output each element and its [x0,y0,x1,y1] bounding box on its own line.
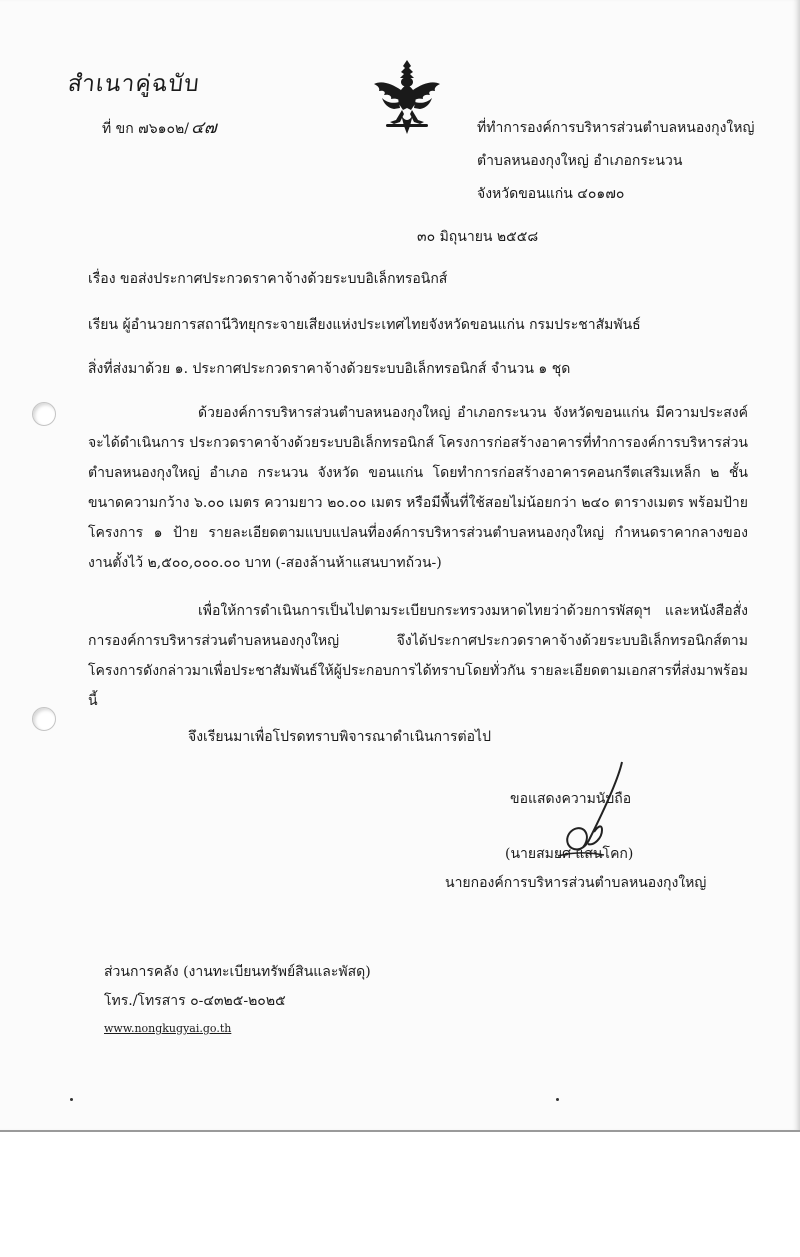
copy-stamp: สำเนาคู่ฉบับ [66,71,202,97]
department-line: ส่วนการคลัง (งานทะเบียนทรัพย์สินและพัสดุ) [104,964,371,980]
reference-number [102,119,217,138]
body-paragraph-2 [88,596,748,716]
regards-line: ขอแสดงความนับถือ [510,791,632,807]
scan-speck [70,1098,73,1101]
body-paragraph-1-text: ด้วยองค์การบริหารส่วนตำบลหนองกุงใหญ่ อำเภอกระนวน จังหวัดขอนแก่น มีความประสงค์จะได้ดำเนินการ ประกวดราคาจ้างด้วยระบบอิเล็กทรอนิกส์ โครงการก่อสร้างอาคารที่ทำการองค์การบริหารส่วนตำบลหนองกุงใหญ่ อำเภอ กระนวน จังหวัด ขอนแก่น โดยทำการก่อสร้างอาคารคอนกรีตเสริมเหล็ก ๒ ชั้น ขนาดความกว้าง ๖.๐๐ เมตร ความยาว ๒๐.๐๐ เมตร หรือมีพื้นที่ใช้สอยไม่น้อยกว่า ๒๔๐ ตารางเมตร พร้อมป้ายโครงการ ๑ ป้าย รายละเอียดตามแบบแปลนที่องค์การบริหารส่วนตำบลหนองกุงใหญ่ กำหนดราคากลางของงานตั้งไว้ ๒,๕๐๐,๐๐๐.๐๐ บาท (-สองล้านห้าแสนบาทถ้วน-) [88,405,748,571]
enclosure-line: สิ่งที่ส่งมาด้วย ๑. ประกาศประกวดราคาจ้างด้วยระบบอิเล็กทรอนิกส์ จำนวน ๑ ชุด [88,361,571,377]
hole-punch-upper [32,402,56,426]
signatory-position: นายกองค์การบริหารส่วนตำบลหนองกุงใหญ่ [445,875,707,891]
hole-punch-lower [32,707,56,731]
subject-line: เรื่อง ขอส่งประกาศประกวดราคาจ้างด้วยระบบอิเล็กทรอนิกส์ [88,271,448,287]
phone-line: โทร./โทรสาร ๐-๔๓๒๕-๒๐๒๕ [104,993,286,1009]
recipient-line: เรียน ผู้อำนวยการสถานีวิทยุกระจายเสียงแห่งประเทศไทยจังหวัดขอนแก่น กรมประชาสัมพันธ์ [88,317,641,333]
reference-label: ที่ ขก ๗๖๑๐๒/ [102,121,189,137]
signatory-name: (นายสมยศ แสนโคก) [505,846,634,862]
body-paragraph-1 [88,398,748,578]
address-line-2: ตำบลหนองกุงใหญ่ อำเภอกระนวน [477,153,683,169]
body-paragraph-2-text: เพื่อให้การดำเนินการเป็นไปตามระเบียบกระทรวงมหาดไทยว่าด้วยการพัสดุฯ และหนังสือสั่งการองค์การบริหารส่วนตำบลหนองกุงใหญ่ จึงได้ประกาศประกวดราคาจ้างด้วยระบบอิเล็กทรอนิกส์ตามโครงการดังกล่าวมาเพื่อประชาสัมพันธ์ให้ผู้ประกอบการได้ทราบโดยทั่วกัน รายละเอียดตามเอกสารที่ส่งมาพร้อมนี้ [88,603,748,709]
garuda-emblem-icon [370,58,444,138]
letter-date: ๓๐ มิถุนายน ๒๕๕๘ [417,229,539,245]
address-line-1: ที่ทำการองค์การบริหารส่วนตำบลหนองกุงใหญ่ [477,120,755,136]
reference-handwritten-number: ๔๗ [190,118,217,138]
closing-line: จึงเรียนมาเพื่อโปรดทราบพิจารณาดำเนินการต่อไป [188,729,491,745]
address-line-3: จังหวัดขอนแก่น ๔๐๑๗๐ [477,186,625,202]
scan-speck [556,1098,559,1101]
website-link[interactable]: www.nongkugyai.go.th [104,1022,232,1035]
